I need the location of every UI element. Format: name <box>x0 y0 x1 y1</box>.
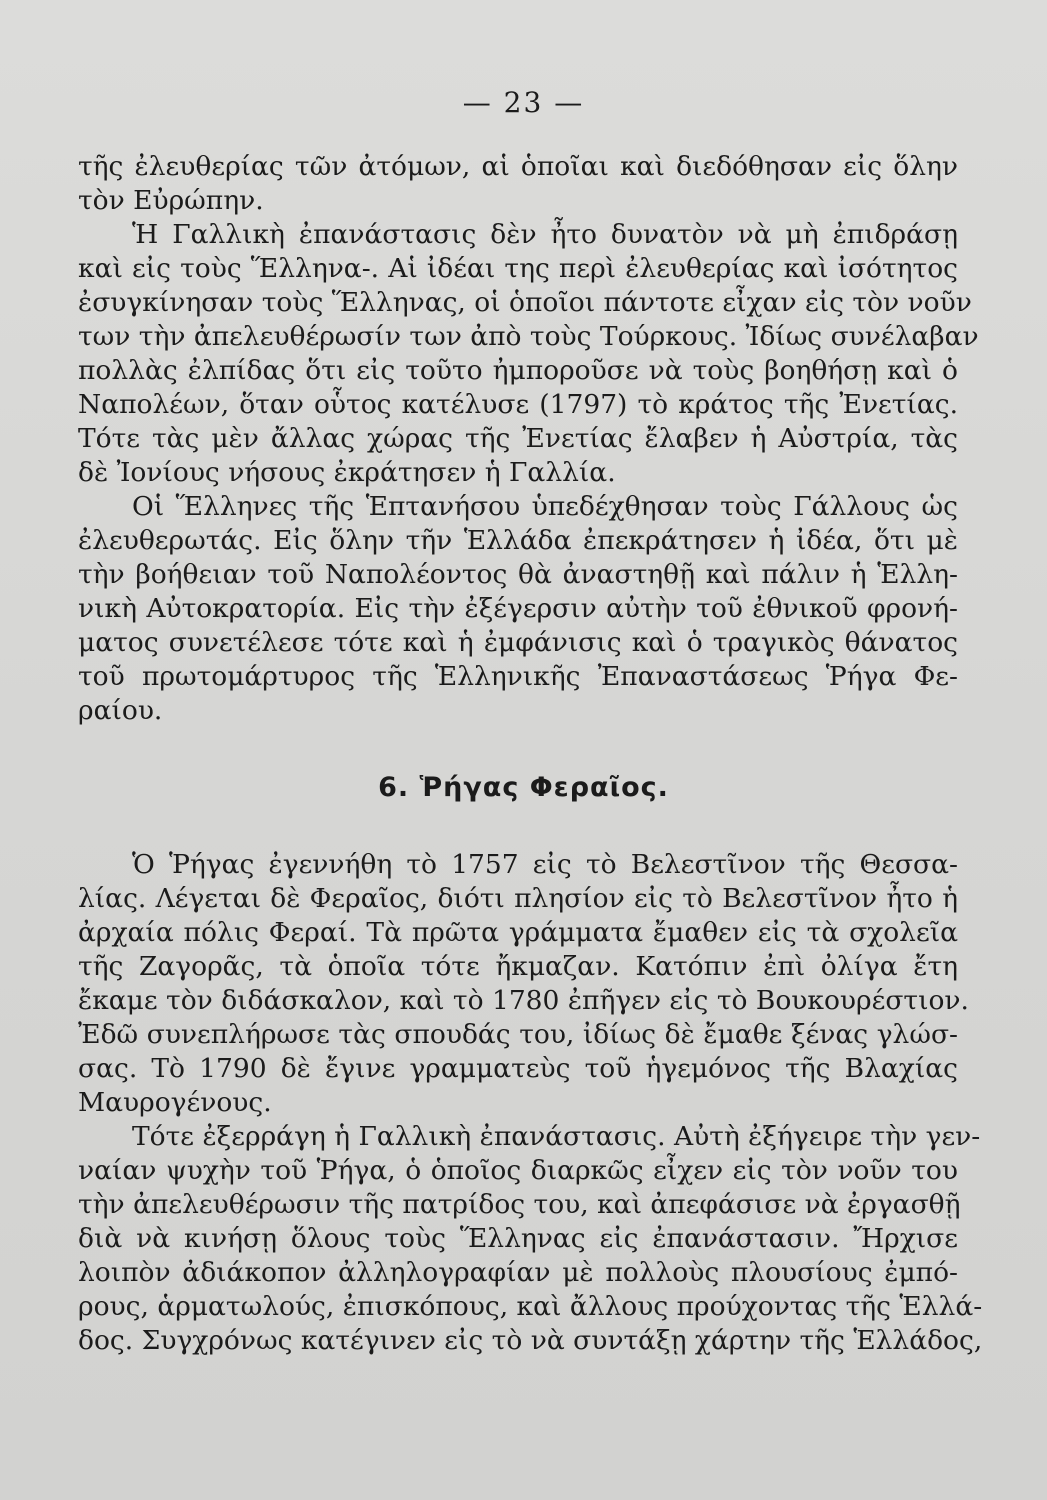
text-line: Τότε ἐξερράγη ἡ Γαλλικὴ ἐπανάστασις. Αὐτὴ ἐξήγειρε τὴν γεν- <box>132 1121 981 1152</box>
text-line: δος. Συγχρόνως κατέγινεν εἰς τὸ νὰ συντάξῃ χάρτην τῆς Ἑλλάδος, <box>78 1325 983 1356</box>
text-line: ρους, ἁρματωλούς, ἐπισκόπους, καὶ ἄλλους προύχοντας τῆς Ἑλλά- <box>78 1291 983 1322</box>
text-line: Ἐδῶ συνεπλήρωσε τὰς σπουδάς του, ἰδίως δὲ ἔμαθε ξένας γλώσ- <box>78 1019 958 1050</box>
text-line: λίας. Λέγεται δὲ Φεραῖος, διότι πλησίον εἰς τὸ Βελεστῖνον ἦτο ἡ <box>78 883 958 914</box>
text-line: ἐλευθερωτάς. Εἰς ὅλην τῆν Ἑλλάδα ἐπεκράτησεν ἡ ἰδέα, ὅτι μὲ <box>78 525 958 556</box>
text-line: ἔκαμε τὸν διδάσκαλον, καὶ τὸ 1780 ἐπῆγεν εἰς τὸ Βουκουρέστιον. <box>78 985 969 1016</box>
text-line: Ναπολέων, ὅταν οὗτος κατέλυσε (1797) τὸ κράτος τῆς Ἐνετίας. <box>78 389 958 420</box>
section-heading: 6. Ῥήγας Φεραῖος. <box>378 772 669 803</box>
text-line: διὰ νὰ κινήσῃ ὅλους τοὺς Ἕλληνας εἰς ἐπανάστασιν. Ἤρχισε <box>78 1223 958 1254</box>
text-line: τὸν Εὐρώπην. <box>78 185 264 216</box>
text-line: ἐσυγκίνησαν τοὺς Ἕλληνας, οἱ ὁποῖοι πάντοτε εἶχαν εἰς τὸν νοῦν <box>78 287 972 318</box>
paragraphs-french-revolution <box>78 150 979 728</box>
text-line: δὲ Ἰονίους νήσους ἐκράτησεν ἡ Γαλλία. <box>78 457 616 488</box>
text-line: λοιπὸν ἀδιάκοπον ἀλληλογραφίαν μὲ πολλοὺς πλουσίους ἐμπό- <box>78 1257 958 1288</box>
text-line: τὴν ἀπελευθέρωσιν τῆς πατρίδος του, καὶ ἀπεφάσισε νὰ ἐργασθῇ <box>78 1189 961 1220</box>
text-line: Ὁ Ῥήγας ἐγεννήθη τὸ 1757 εἰς τὸ Βελεστῖνον τῆς Θεσσα- <box>132 849 958 880</box>
text-line: τοῦ πρωτομάρτυρος τῆς Ἑλληνικῆς Ἐπαναστάσεως Ῥήγα Φε- <box>78 661 958 692</box>
text-line: τὴν βοήθειαν τοῦ Ναπολέοντος θὰ ἀναστηθῇ καὶ πάλιν ἡ Ἑλλη- <box>78 559 958 590</box>
text-line: Τότε τὰς μὲν ἄλλας χώρας τῆς Ἐνετίας ἔλαβεν ἡ Αὐστρία, τὰς <box>78 423 958 454</box>
text-line: ραίου. <box>78 695 163 726</box>
text-line: καὶ εἰς τοὺς Ἕλληνα-. Αἱ ἰδέαι της περὶ ἐλευθερίας καὶ ἰσότητος <box>78 253 958 284</box>
page-number: — 23 — <box>462 86 585 119</box>
text-line: Ἡ Γαλλικὴ ἐπανάστασις δὲν ἦτο δυνατὸν νὰ μὴ ἐπιδράσῃ <box>132 219 958 250</box>
text-line: Οἱ Ἕλληνες τῆς Ἑπτανήσου ὑπεδέχθησαν τοὺς Γάλλους ὡς <box>132 491 958 522</box>
text-line: Μαυρογένους. <box>78 1087 272 1118</box>
text-line: τῆς Ζαγορᾶς, τὰ ὁποῖα τότε ἤκμαζαν. Κατόπιν ἐπὶ ὀλίγα ἔτη <box>78 951 958 982</box>
text-line: πολλὰς ἐλπίδας ὅτι εἰς τοῦτο ἠμποροῦσε νὰ τοὺς βοηθήσῃ καὶ ὁ <box>78 355 958 386</box>
paragraphs-rigas-feraios <box>78 848 983 1358</box>
text-line: ἀρχαία πόλις Φεραί. Τὰ πρῶτα γράμματα ἔμαθεν εἰς τὰ σχολεῖα <box>78 917 958 948</box>
text-line: ματος συνετέλεσε τότε καὶ ἡ ἐμφάνισις καὶ ὁ τραγικὸς θάνατος <box>78 627 958 658</box>
text-line: των τὴν ἀπελευθέρωσίν των ἀπὸ τοὺς Τούρκους. Ἰδίως συνέλαβαν <box>78 321 979 352</box>
text-line: ναίαν ψυχὴν τοῦ Ῥήγα, ὁ ὁποῖος διαρκῶς εἶχεν εἰς τὸν νοῦν του <box>78 1155 958 1186</box>
text-line: τῆς ἐλευθερίας τῶν ἀτόμων, αἱ ὁποῖαι καὶ διεδόθησαν εἰς ὅλην <box>78 151 958 182</box>
text-line: νικὴ Αὐτοκρατορία. Εἰς τὴν ἐξέγερσιν αὐτὴν τοῦ ἐθνικοῦ φρονή- <box>78 593 958 624</box>
text-line: σας. Τὸ 1790 δὲ ἔγινε γραμματεὺς τοῦ ἡγεμόνος τῆς Βλαχίας <box>78 1053 958 1084</box>
